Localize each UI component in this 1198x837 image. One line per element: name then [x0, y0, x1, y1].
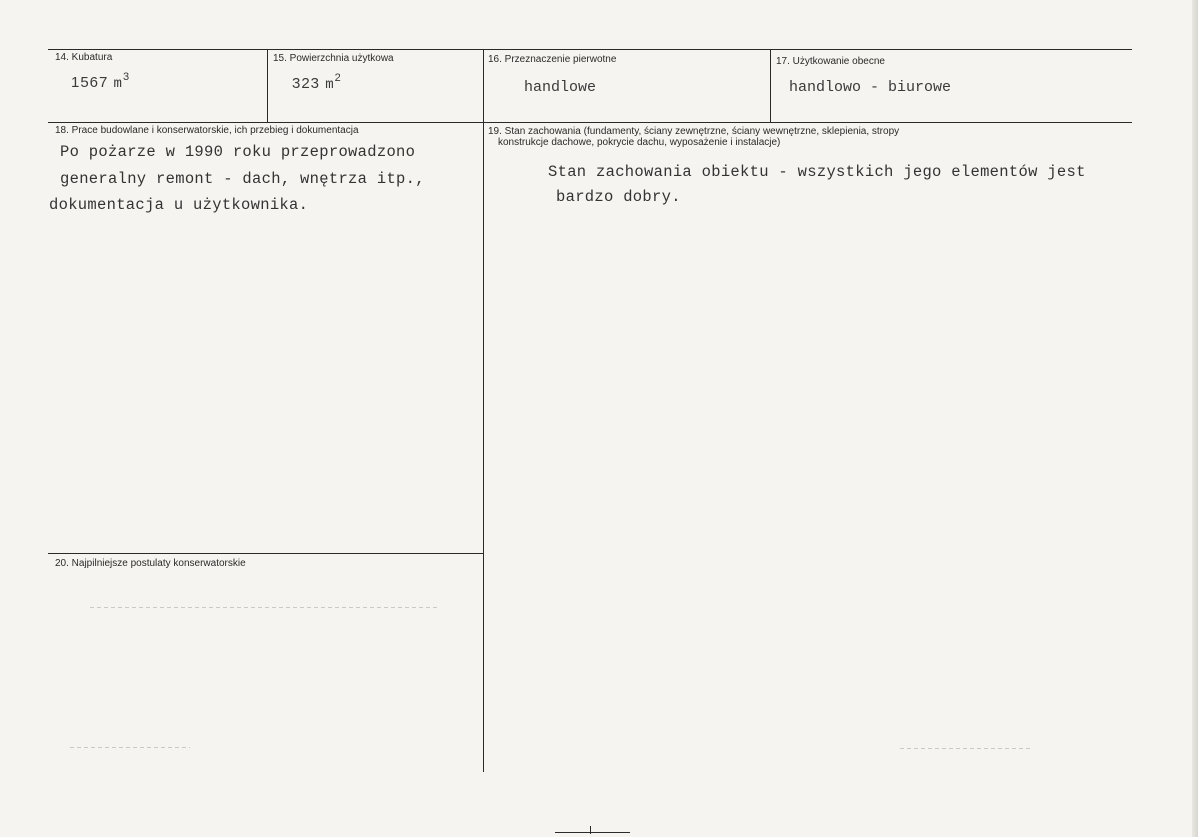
field-19-label-line-1: 19. Stan zachowania (fundamenty, ściany zewnętrzne, ściany wewnętrzne, sklepienia, stropy	[488, 126, 900, 137]
faint-trace-2	[70, 747, 190, 748]
field-14-value	[71, 71, 131, 92]
bottom-short-line	[555, 832, 630, 833]
faint-trace-1	[90, 607, 440, 608]
field-16-value: handlowe	[524, 79, 597, 96]
powierzchnia-value: 323	[292, 75, 321, 92]
field-19-line-2: bardzo dobry.	[556, 188, 681, 206]
faint-trace-3	[900, 748, 1030, 749]
field-14-label: 14. Kubatura	[55, 52, 113, 63]
field-18-label: 18. Prace budowlane i konserwatorskie, ich przebieg i dokumentacja	[55, 125, 359, 136]
kubatura-unit: m	[113, 76, 123, 92]
field-19-label-line-2: konstrukcje dachowe, pokrycie dachu, wyposażenie i instalacje)	[498, 137, 781, 148]
kubatura-exponent: 3	[122, 71, 131, 83]
field-17-value: handlowo - biurowe	[789, 79, 952, 96]
field-20-label: 20. Najpilniejsze postulaty konserwatorskie	[55, 558, 246, 569]
powierzchnia-unit: m	[325, 77, 335, 93]
kubatura-value: 1567	[71, 74, 109, 91]
field-15-value	[292, 72, 342, 93]
top-border-line	[48, 49, 1132, 50]
field-18-line-3: dokumentacja u użytkownika.	[49, 196, 309, 214]
bottom-tick	[590, 826, 591, 834]
row2-left-bottom-line	[48, 553, 483, 554]
field-17-label: 17. Użytkowanie obecne	[776, 56, 885, 67]
field-18-line-1: Po pożarze w 1990 roku przeprowadzono	[60, 143, 416, 161]
divider-14-15	[267, 49, 268, 122]
divider-15-16	[483, 49, 484, 772]
card-edge	[1192, 0, 1198, 837]
field-18-line-2: generalny remont - dach, wnętrza itp.,	[60, 170, 425, 188]
field-16-label: 16. Przeznaczenie pierwotne	[488, 54, 617, 65]
divider-16-17	[770, 49, 771, 122]
field-15-label: 15. Powierzchnia użytkowa	[273, 53, 394, 64]
powierzchnia-exponent: 2	[334, 72, 342, 84]
row1-bottom-line	[48, 122, 1132, 123]
field-19-line-1: Stan zachowania obiektu - wszystkich jego elementów jest	[548, 163, 1086, 181]
